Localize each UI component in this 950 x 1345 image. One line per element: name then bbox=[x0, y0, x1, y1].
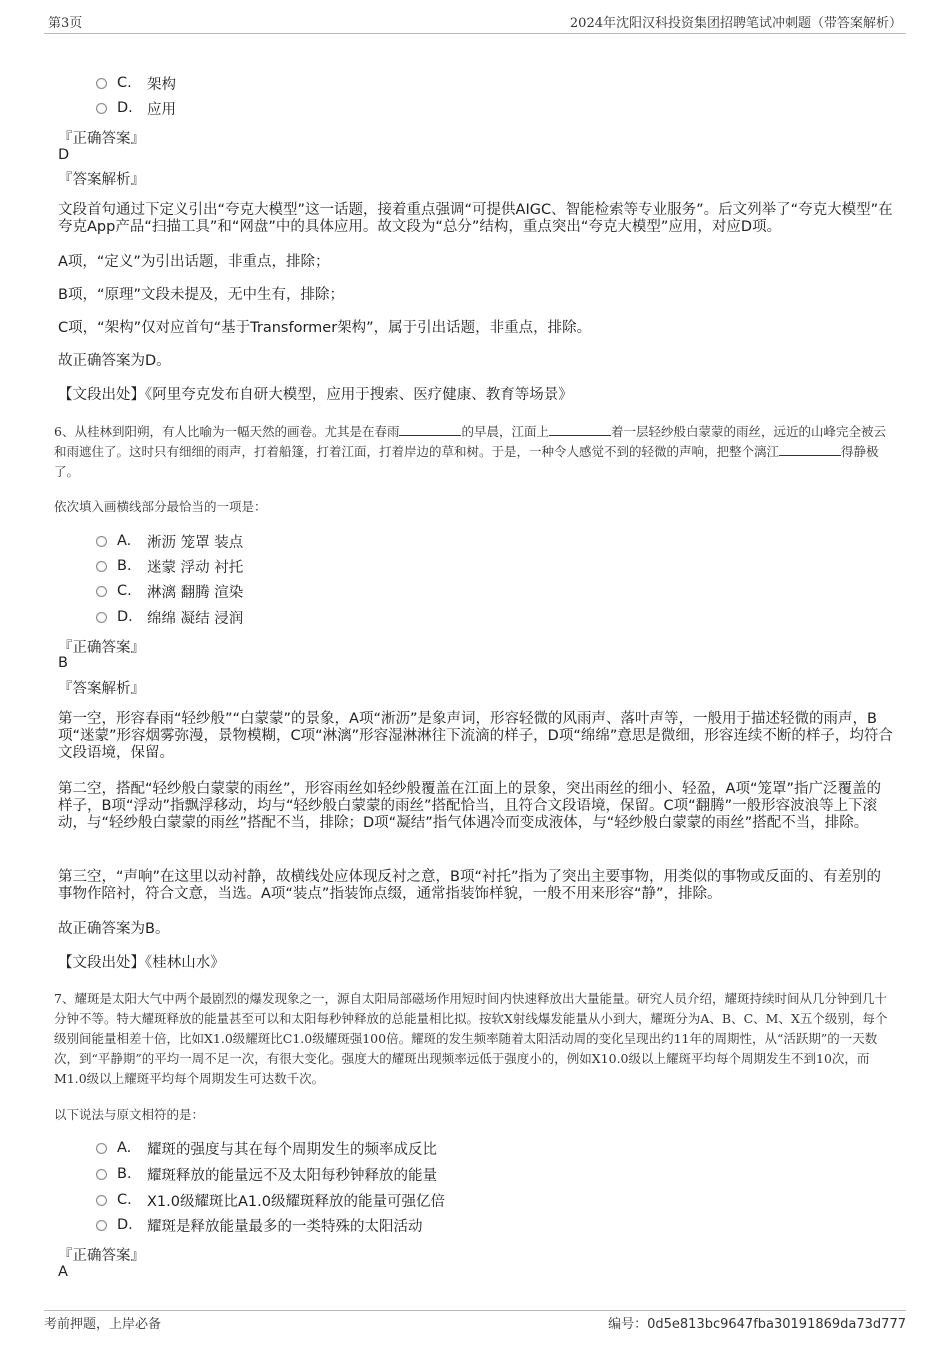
radio-icon[interactable] bbox=[96, 103, 107, 114]
radio-icon[interactable] bbox=[96, 536, 107, 547]
q6-stem: 6、从桂林到阳朔，有人比喻为一幅天然的画卷。尤其是在春雨 的早晨，江面上 着一层轻纱般白蒙蒙的雨丝，远近的山峰完全被云和雨遮住了。这时只有细细的雨声，打着船篷，打着江面，打着岸边的草和树。于是，一种令人感觉不到的轻微的声响，把整个漓江 得静极了。 bbox=[54, 424, 886, 479]
document-title: 2024年沈阳汉科投资集团招聘笔试冲刺题（带答案解析） bbox=[569, 16, 902, 31]
q6-option-c[interactable]: C. 淋漓 翻腾 渲染 bbox=[96, 580, 243, 602]
q5-analysis-label: 『答案解析』 bbox=[58, 172, 145, 188]
q7-option-d[interactable]: D. 耀斑是释放能量最多的一类特殊的太阳活动 bbox=[96, 1214, 423, 1236]
blank-line bbox=[549, 423, 611, 436]
q6-analysis-label: 『答案解析』 bbox=[58, 681, 145, 697]
q6-option-a[interactable]: A. 淅沥 笼罩 装点 bbox=[96, 530, 243, 552]
q7-stem: 7、耀斑是太阳大气中两个最剧烈的爆发现象之一，源自太阳局部磁场作用短时间内快速释放出大量能量。研究人员介绍，耀斑持续时间从几分钟到几十分钟不等。特大耀斑释放的能量甚至可以和太阳每秒钟释放的总能量相比拟。按软X射线爆发能量从小到大，耀斑分为A、B、C、M、X五个级别，每个级别间能量相差十倍，比如X1.0级耀斑比C1.0级耀斑强100倍。耀斑的发生频率随着太阳活动周的变化呈现出约11年的周期性，从“活跃期”的一天数次，到“平静期”的平均一周不足一次，有很大变化。强度大的耀斑出现频率远低于强度小的，例如X10.0级以上耀斑平均每个周期发生不到10次，而M1.0级以上耀斑平均每个周期发生可达数千次。 bbox=[54, 991, 888, 1086]
q5-answer: D bbox=[58, 147, 70, 163]
q5-option-c[interactable]: C. 架构 bbox=[96, 72, 176, 94]
q5-option-d[interactable]: D. 应用 bbox=[96, 97, 176, 119]
q7-answer-label: 『正确答案』 bbox=[58, 1248, 145, 1264]
q6-analysis-para: 第一空，形容春雨“轻纱般”“白蒙蒙”的景象，A项“淅沥”是象声词，形容轻微的风雨声、落叶声等，一般用于描述轻微的雨声，B项“迷蒙”形容烟雾弥漫，景物模糊，C项“淋漓”形容湿淋淋往下流滴的样子，D项“绵绵”意思是微细，形容连续不断的样子，均符合文段语境，保留。 bbox=[58, 711, 893, 761]
q7-option-b[interactable]: B. 耀斑释放的能量远不及太阳每秒钟释放的能量 bbox=[96, 1163, 437, 1185]
radio-icon[interactable] bbox=[96, 612, 107, 623]
q5-analysis-para: 故正确答案为D。 bbox=[58, 353, 171, 369]
q5-source: 【文段出处】《阿里夸克发布自研大模型，应用于搜索、医疗健康、教育等场景》 bbox=[58, 387, 573, 403]
q6-analysis-para: 第二空，搭配“轻纱般白蒙蒙的雨丝”，形容雨丝如轻纱般覆盖在江面上的景象，突出雨丝的细小、轻盈，A项“笼罩”指广泛覆盖的样子，B项“浮动”指飘浮移动，均与“轻纱般白蒙蒙的雨丝”搭配恰当，且符合文段语境，保留。C项“翻腾”一般形容波浪等上下滚动，与“轻纱般白蒙蒙的雨丝”搭配不当，排除；D项“凝结”指气体遇冷而变成液体，与“轻纱般白蒙蒙的雨丝”搭配不当，排除。 bbox=[58, 781, 881, 831]
radio-icon[interactable] bbox=[96, 586, 107, 597]
q7-option-a[interactable]: A. 耀斑的强度与其在每个周期发生的频率成反比 bbox=[96, 1137, 437, 1159]
q6-answer: B bbox=[58, 655, 68, 671]
blank-line bbox=[399, 423, 461, 436]
document-id: 编号：0d5e813bc9647fba30191869da73d777 bbox=[608, 1317, 906, 1332]
blank-line bbox=[779, 443, 841, 456]
q7-option-c[interactable]: C. X1.0级耀斑比A1.0级耀斑释放的能量可强亿倍 bbox=[96, 1189, 445, 1211]
q5-analysis-para: A项，“定义”为引出话题，非重点，排除； bbox=[58, 254, 330, 270]
q7-prompt: 以下说法与原文相符的是： bbox=[54, 1107, 205, 1122]
q6-analysis-para: 第三空，“声响”在这里以动衬静，故横线处应体现反衬之意，B项“衬托”指为了突出主要事物，用类似的事物或反面的、有差别的事物作陪衬，符合文意，当选。A项“装点”指装饰点缀，通常指装饰样貌，一般不用来形容“静”，排除。 bbox=[58, 869, 881, 902]
q6-option-d[interactable]: D. 绵绵 凝结 浸润 bbox=[96, 606, 243, 628]
q5-analysis-para: C项，“架构”仅对应首句“基于Transformer架构”，属于引出话题，非重点，排除。 bbox=[58, 320, 592, 336]
q5-analysis-para: B项，“原理”文段未提及，无中生有，排除； bbox=[58, 287, 344, 303]
radio-icon[interactable] bbox=[96, 78, 107, 89]
radio-icon[interactable] bbox=[96, 561, 107, 572]
footer-slogan: 考前押题，上岸必备 bbox=[44, 1317, 162, 1332]
q5-analysis-para: 文段首句通过下定义引出“夸克大模型”这一话题，接着重点强调“可提供AIGC、智能检索等专业服务”。后文列举了“夸克大模型”在夸克App产品“扫描工具”和“网盘”中的具体应用。故文段为“总分”结构，重点突出“夸克大模型”应用，对应D项。 bbox=[58, 202, 893, 235]
q6-option-b[interactable]: B. 迷蒙 浮动 衬托 bbox=[96, 555, 243, 577]
radio-icon[interactable] bbox=[96, 1195, 107, 1206]
page-number: 第3页 bbox=[48, 16, 83, 31]
q5-answer-label: 『正确答案』 bbox=[58, 131, 145, 147]
radio-icon[interactable] bbox=[96, 1169, 107, 1180]
q6-answer-label: 『正确答案』 bbox=[58, 640, 145, 656]
radio-icon[interactable] bbox=[96, 1220, 107, 1231]
q6-prompt: 依次填入画横线部分最恰当的一项是： bbox=[54, 499, 267, 514]
header-divider bbox=[44, 33, 906, 34]
q7-answer: A bbox=[58, 1264, 68, 1280]
footer-divider bbox=[44, 1310, 906, 1311]
q6-analysis-para: 故正确答案为B。 bbox=[58, 921, 170, 937]
radio-icon[interactable] bbox=[96, 1143, 107, 1154]
q6-source: 【文段出处】《桂林山水》 bbox=[58, 955, 225, 971]
